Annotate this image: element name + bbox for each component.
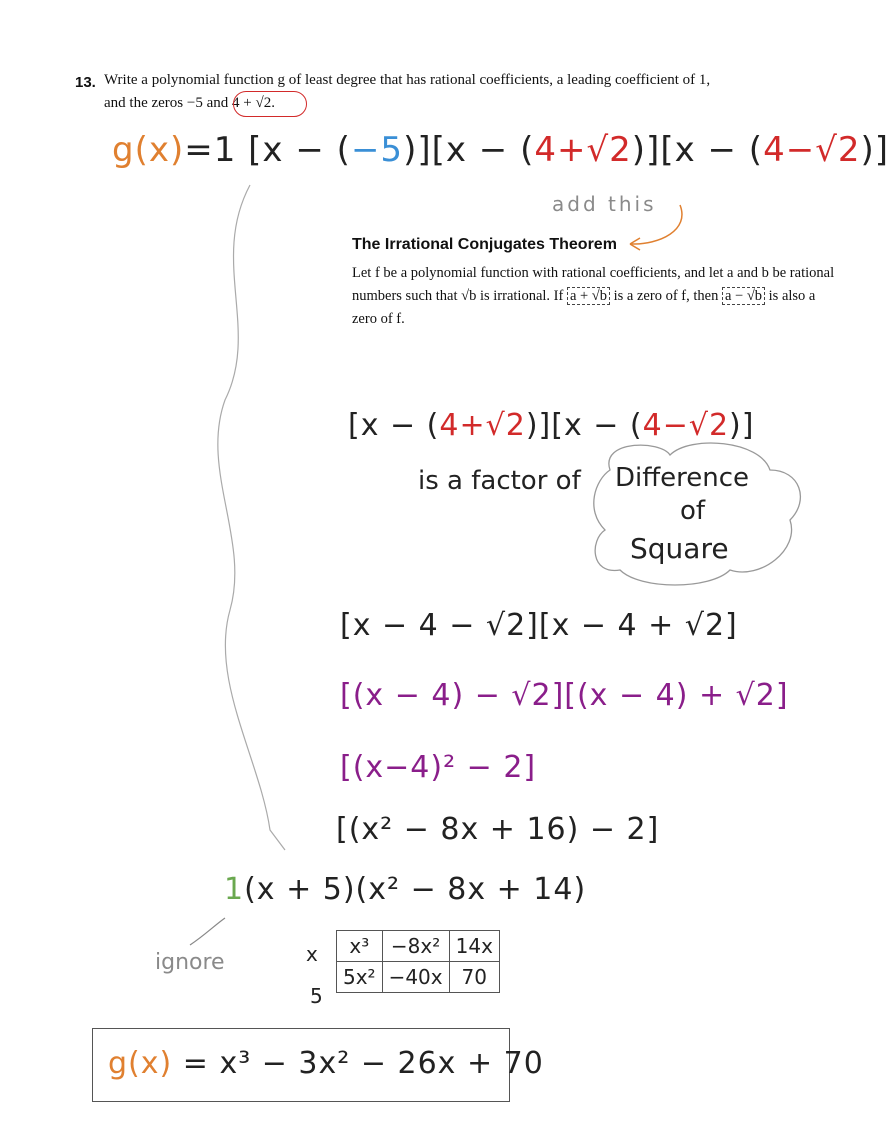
factor-3-close: )] xyxy=(860,130,889,170)
step-4: [(x² − 8x + 16) − 2] xyxy=(336,812,660,847)
ignore-arrow xyxy=(190,918,225,945)
factor-2-zero: 4+√2 xyxy=(534,130,632,170)
theorem-line-1: Let f be a polynomial function with rational coefficients, and let a and b be rational xyxy=(352,265,835,281)
row-label-x: x xyxy=(306,942,318,966)
pair-open-2: [x − ( xyxy=(551,408,643,443)
area-cell: 14x xyxy=(449,931,499,962)
area-cell: 5x² xyxy=(337,962,383,993)
factor-1-close: )] xyxy=(403,130,432,170)
factor-2-close: )] xyxy=(631,130,661,170)
pair-close-1: )] xyxy=(525,408,552,443)
cloud-outline xyxy=(594,443,801,585)
factor-2-open: [x − ( xyxy=(431,130,535,170)
add-this-arrow xyxy=(630,205,682,244)
product-rest: (x + 5)(x² − 8x + 14) xyxy=(244,872,587,907)
pair-zero-2: 4−√2 xyxy=(642,408,730,443)
problem-line-1: Write a polynomial function g of least degree that has rational coefficients, a leading coefficient of 1, xyxy=(104,72,711,88)
area-cell: x³ xyxy=(337,931,383,962)
area-cell: −8x² xyxy=(382,931,449,962)
ignore-note: ignore xyxy=(155,950,225,975)
factor-1-zero: −5 xyxy=(350,130,404,170)
pair-open-1: [x − ( xyxy=(348,408,440,443)
step-3: [(x−4)² − 2] xyxy=(340,750,537,785)
factor-1-open: [x − ( xyxy=(248,130,351,170)
factor-3-open: [x − ( xyxy=(660,130,764,170)
step-1: [x − 4 − √2][x − 4 + √2] xyxy=(340,608,738,643)
problem-number: 13. xyxy=(75,74,96,91)
theorem-line-2c: is also a xyxy=(768,288,816,304)
theorem-line-2a: numbers such that √b is irrational. If xyxy=(352,288,564,304)
product-lead: 1 xyxy=(224,872,245,907)
step-2: [(x − 4) − √2][(x − 4) + √2] xyxy=(340,678,789,713)
area-cell: 70 xyxy=(449,962,499,993)
theorem-title: The Irrational Conjugates Theorem xyxy=(352,236,617,253)
pair-close-2: )] xyxy=(729,408,755,443)
theorem-line-3: zero of f. xyxy=(352,311,405,327)
add-this-note: add this xyxy=(552,192,657,216)
pair-zero-1: 4+√2 xyxy=(439,408,526,443)
final-g-label: g(x) xyxy=(108,1046,173,1081)
row-label-5: 5 xyxy=(310,984,323,1008)
connector-line xyxy=(218,185,285,850)
cloud-line-1: Difference xyxy=(615,463,750,493)
theorem-box-1: a + √b xyxy=(567,287,610,305)
cloud-line-2: of xyxy=(680,496,706,526)
area-cell: −40x xyxy=(382,962,449,993)
final-expression: = x³ − 3x² − 26x + 70 xyxy=(182,1046,544,1081)
is-factor-text: is a factor of xyxy=(418,466,581,496)
g-label: g(x) xyxy=(112,130,185,170)
equals-one: =1 xyxy=(184,130,237,170)
theorem-line-2b: is a zero of f, then xyxy=(613,288,719,304)
theorem-box-2: a − √b xyxy=(722,287,765,305)
cloud-line-3: Square xyxy=(630,532,729,565)
problem-line-2: and the zeros −5 and 4 + √2. xyxy=(104,95,275,111)
factor-3-zero: 4−√2 xyxy=(763,130,861,170)
